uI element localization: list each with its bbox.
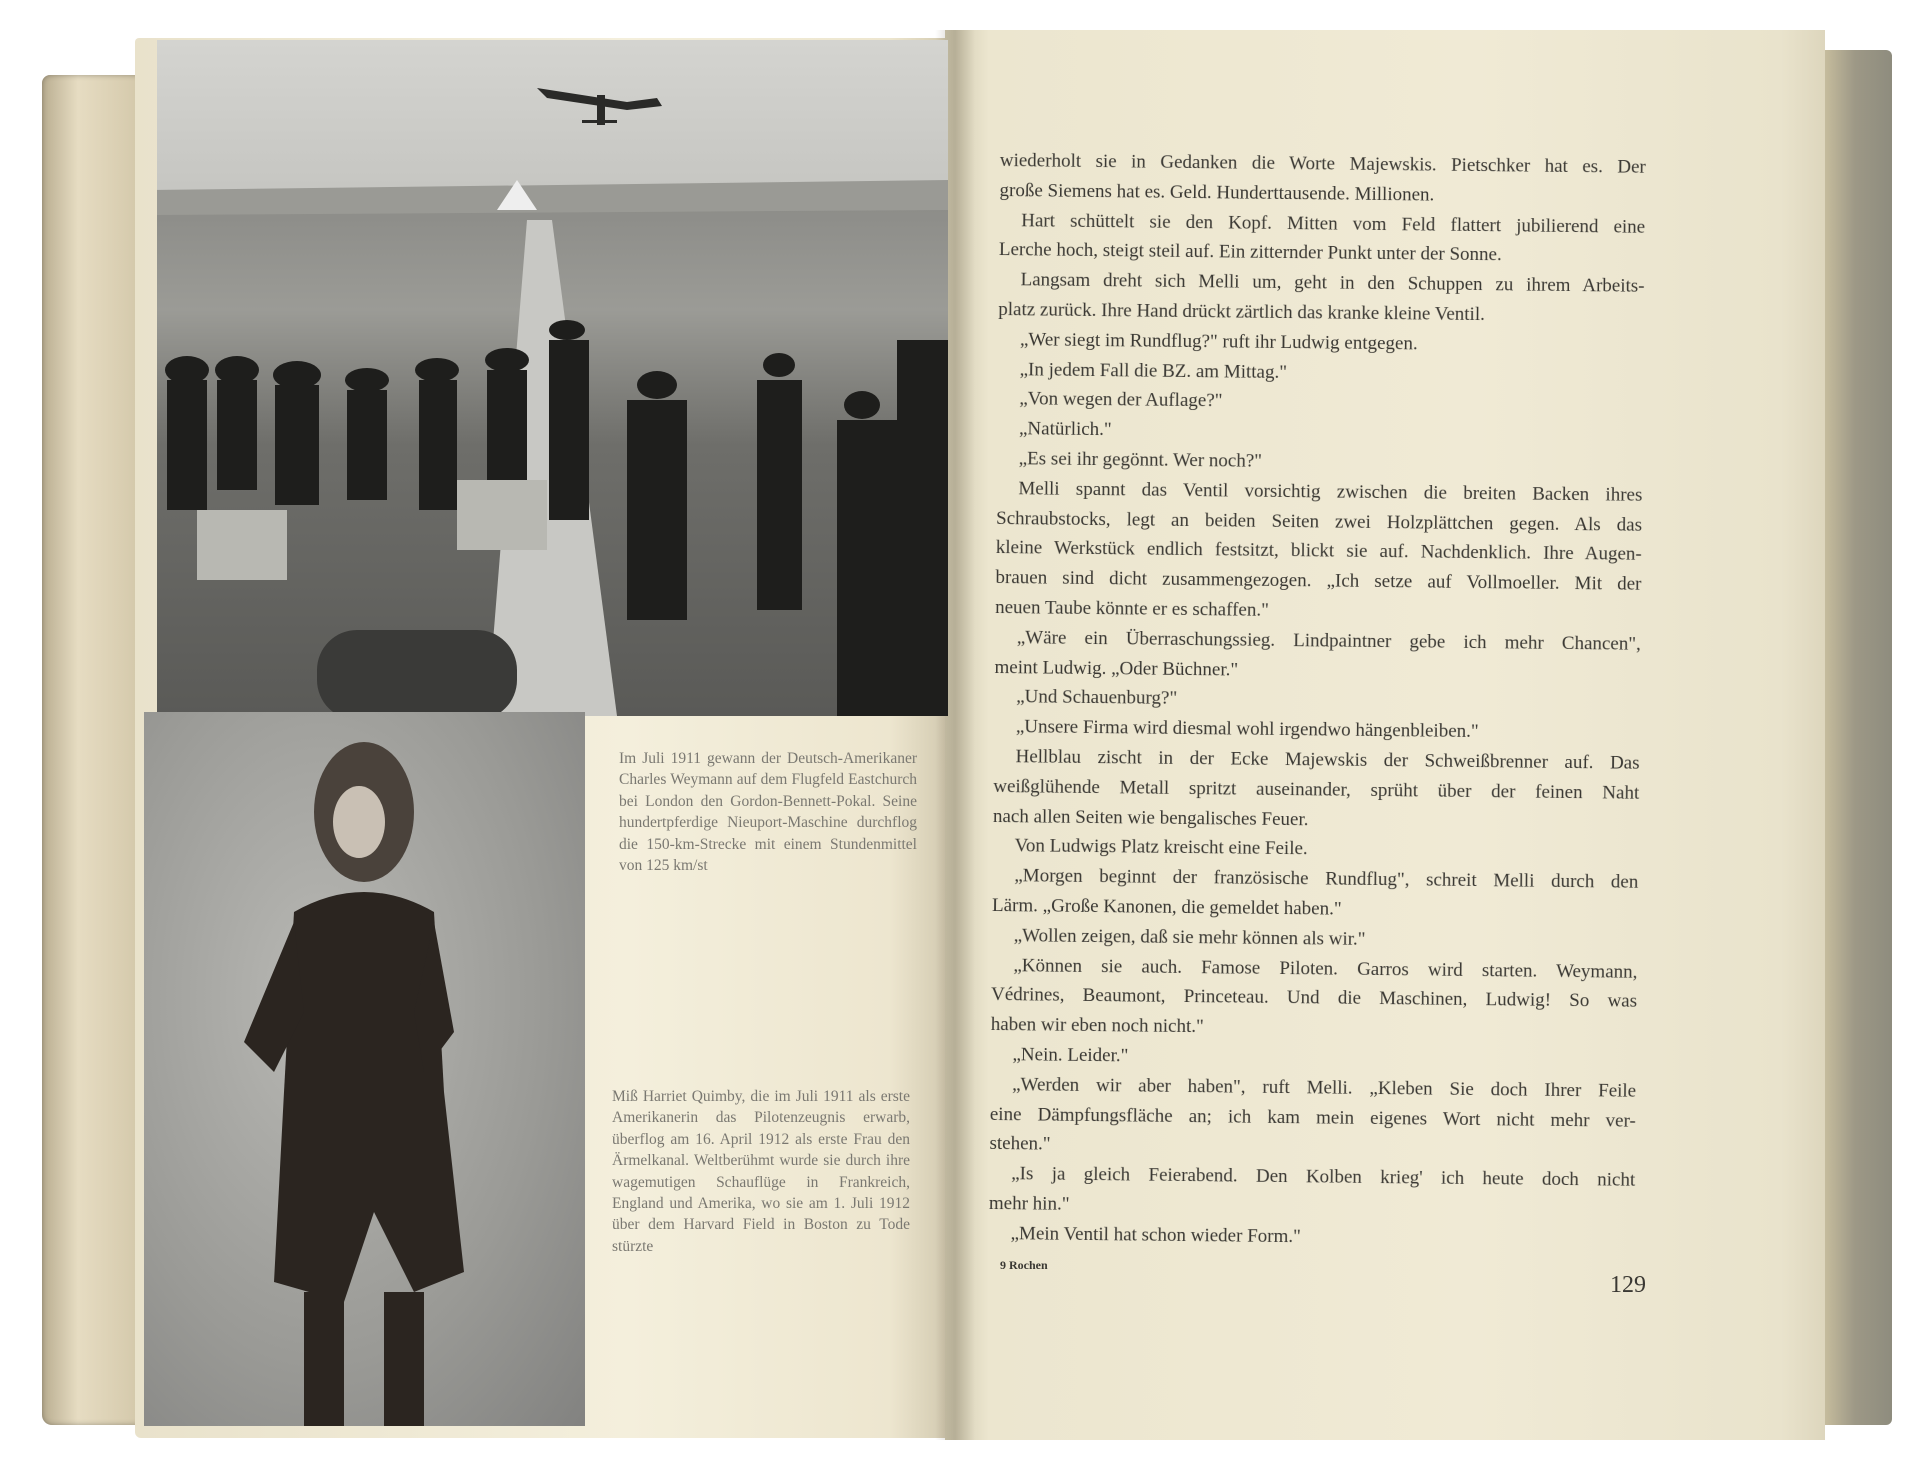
- text-line: platz zurück. Ihre Hand drückt zärtlich das kranke kleine Ventil.: [998, 298, 1485, 326]
- text-line: haben wir eben noch nicht.": [990, 1014, 1204, 1038]
- text-line: mehr hin.": [988, 1192, 1070, 1215]
- text-line: „Wollen zeigen, daß sie mehr können als wir.": [1013, 924, 1366, 950]
- aviatrix-figure-illustration: [144, 712, 585, 1426]
- text-line: „Mein Ventil hat schon wieder Form.": [1010, 1222, 1301, 1247]
- text-line: „Können sie auch. Famose Piloten. Garros wird starten. Weymann,: [1013, 954, 1638, 983]
- text-line: „Von wegen der Auflage?": [1019, 388, 1223, 412]
- airfield-crowd-photo: [157, 40, 948, 716]
- text-line: Hart schüttelt sie den Kopf. Mitten vom Feld flattert jubilierend eine: [1021, 209, 1646, 238]
- text-line: nach allen Seiten wie bengalisches Feuer.: [992, 805, 1309, 830]
- text-line: „Is ja gleich Feierabend. Den Kolben krieg' ich heute doch nicht: [1011, 1163, 1636, 1191]
- text-line: stehen.": [989, 1133, 1051, 1155]
- text-line: weißglühende Metall spritzt auseinander, sprüht über der feinen Naht: [993, 775, 1640, 804]
- text-line: eine Dämpfungsfläche an; ich kam mein eigenes Wort nicht mehr ver-: [989, 1103, 1636, 1132]
- text-line: neuen Taube könnte er es schaffen.": [995, 596, 1269, 621]
- text-line: Lerche hoch, steigt steil auf. Ein zitternder Punkt unter der Sonne.: [998, 239, 1502, 266]
- text-line: Védrines, Beaumont, Princeteau. Und die Maschinen, Ludwig! So was: [991, 984, 1638, 1013]
- text-line: „Natürlich.": [1018, 418, 1112, 441]
- text-line: Langsam dreht sich Melli um, geht in den Schuppen zu ihrem Arbeits-: [1020, 269, 1645, 297]
- body-text: [988, 146, 1646, 1255]
- text-line: meint Ludwig. „Oder Büchner.": [994, 656, 1239, 681]
- photo-caption-quimby: Miß Harriet Quimby, die im Juli 1911 als erste Amerikanerin das Pilotenzeugnis erwarb, überflog am 16. April 1912 als erste Frau den Ärmelkanal. Weltberühmt wurde sie durch ihre wagemutigen Schauflüge in Frankreich, England und Amerika, wo sie am 1. Juli 1912 über dem Harvard Field in Boston zu Tode stürzte: [612, 1088, 910, 1255]
- text-line: „Unsere Firma wird diesmal wohl irgendwo hängenbleiben.": [1015, 716, 1479, 743]
- text-line: Melli spannt das Ventil vorsichtig zwischen die breiten Backen ihres: [1018, 477, 1643, 506]
- text-line: „Es sei ihr gegönnt. Wer noch?": [1018, 448, 1263, 472]
- printer-signature-mark: 9 Rochen: [1000, 1258, 1048, 1272]
- text-line: Schraubstocks, legt an beiden Seiten zwei Holzplättchen gegen. Als das: [995, 507, 1643, 536]
- harriet-quimby-portrait-photo: [144, 712, 585, 1426]
- text-line: große Siemens hat es. Geld. Hunderttausende. Millionen.: [999, 179, 1435, 206]
- text-line: „Werden wir aber haben", ruft Melli. „Kleben Sie doch Ihrer Feile: [1012, 1073, 1637, 1102]
- text-line: brauen sind dicht zusammengezogen. „Ich setze auf Vollmoeller. Mit der: [995, 567, 1642, 595]
- text-line: „Nein. Leider.": [1012, 1044, 1129, 1067]
- photo-caption-weymann: Im Juli 1911 gewann der Deutsch-Amerikaner Charles Weymann auf dem Flugfeld Eastchurch bei London den Gordon-Bennett-Pokal. Seine hundertpferdige Nieuport-Maschine durchflog die 150-km-Strecke mit einem Stundenmittel von 125 km/st: [619, 750, 917, 875]
- text-line: „Wer siegt im Rundflug?" ruft ihr Ludwig entgegen.: [1019, 329, 1418, 355]
- text-line: wiederholt sie in Gedanken die Worte Majewskis. Pietschker hat es. Der: [999, 149, 1646, 178]
- text-line: „Morgen beginnt der französische Rundflug", schreit Melli durch den: [1014, 865, 1639, 893]
- airfield-scene-illustration: [157, 40, 948, 716]
- text-line: „In jedem Fall die BZ. am Mittag.": [1019, 358, 1288, 383]
- page-number: 129: [1610, 1272, 1646, 1298]
- text-line: „Und Schauenburg?": [1016, 686, 1178, 710]
- text-line: Lärm. „Große Kanonen, die gemeldet haben.": [991, 894, 1342, 920]
- airplane-icon: [537, 88, 662, 125]
- text-line: Von Ludwigs Platz kreischt eine Feile.: [1014, 835, 1308, 860]
- text-line: „Wäre ein Überraschungssieg. Lindpaintner gebe ich mehr Chancen",: [1016, 626, 1641, 655]
- text-line: Hellblau zischt in der Ecke Majewskis der Schweißbrenner auf. Das: [1015, 746, 1640, 774]
- text-line: kleine Werkstück endlich festsitzt, blickt sie auf. Nachdenklich. Ihre Augen-: [995, 537, 1642, 566]
